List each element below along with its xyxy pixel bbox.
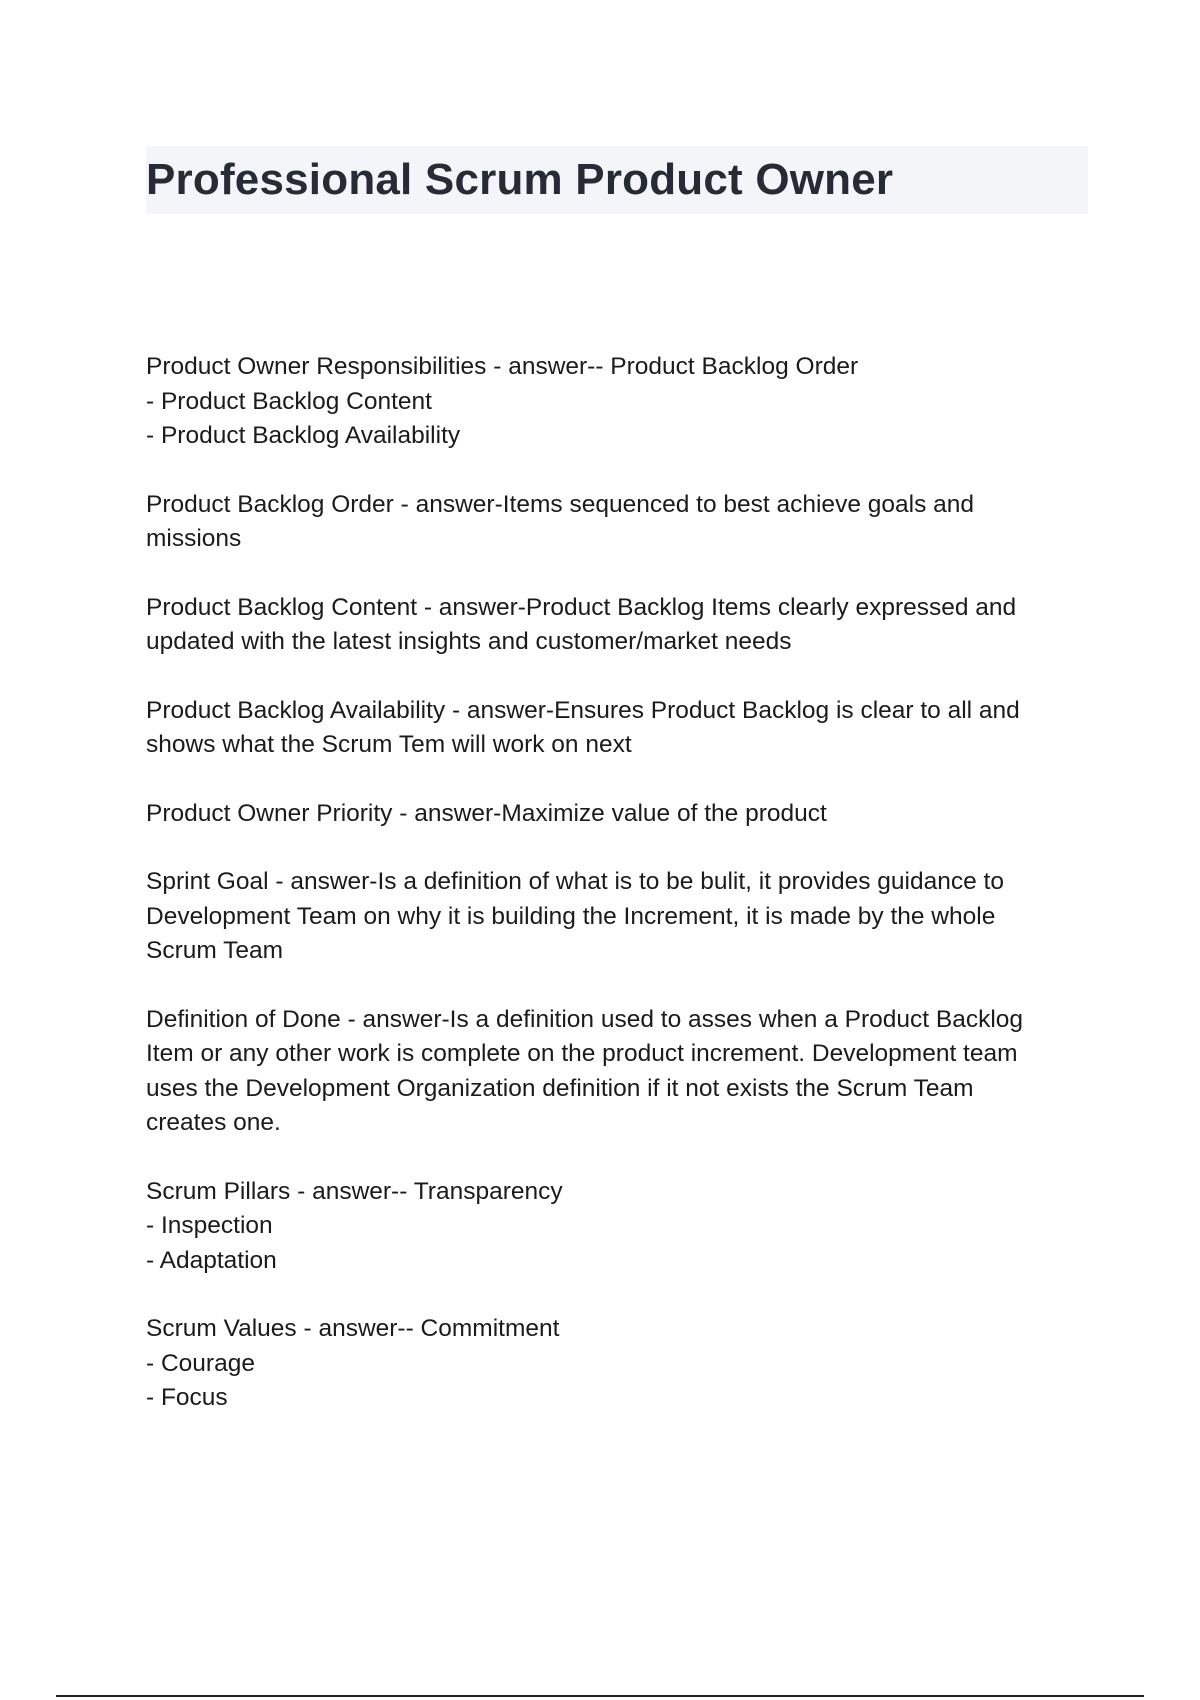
entry-line: - Courage xyxy=(146,1349,255,1377)
qa-entry-backlog-availability xyxy=(146,694,1096,763)
entry-line: Product Backlog Order - answer-Items sequenced to best achieve goals and xyxy=(146,490,974,518)
entry-line: Scrum Pillars - answer-- Transparency xyxy=(146,1177,563,1205)
qa-entry-scrum-values xyxy=(146,1312,1096,1416)
entry-line: - Adaptation xyxy=(146,1246,277,1274)
entry-line: Product Backlog Content - answer-Product Backlog Items clearly expressed and xyxy=(146,593,1017,621)
page-title: Professional Scrum Product Owner xyxy=(146,155,894,204)
qa-entry-sprint-goal xyxy=(146,865,1096,969)
qa-entry-definition-of-done xyxy=(146,1003,1096,1141)
entry-line: missions xyxy=(146,525,242,552)
entry-line: - Inspection xyxy=(146,1212,273,1239)
entry-line: Product Owner Priority - answer-Maximize value of the product xyxy=(146,799,827,827)
entry-line: - Product Backlog Content xyxy=(146,387,432,415)
entry-line: Product Owner Responsibilities - answer-- Product Backlog Order xyxy=(146,353,859,380)
entry-line: Product Backlog Availability - answer-Ensures Product Backlog is clear to all and xyxy=(146,696,1020,724)
entry-line: uses the Development Organization definition if it not exists the Scrum Team xyxy=(146,1074,974,1102)
entry-line: updated with the latest insights and customer/market needs xyxy=(146,628,792,655)
entry-line: shows what the Scrum Tem will work on next xyxy=(146,731,632,758)
entry-line: - Focus xyxy=(146,1384,228,1411)
qa-entry-scrum-pillars xyxy=(146,1175,1096,1279)
entry-line: - Product Backlog Availability xyxy=(146,422,461,449)
qa-entry-backlog-content xyxy=(146,591,1096,660)
title-band xyxy=(146,146,1088,214)
entry-line: creates one. xyxy=(146,1109,281,1136)
entry-line: Development Team on why it is building the Increment, it is made by the whole xyxy=(146,902,996,930)
entry-line: Item or any other work is complete on the product increment. Development team xyxy=(146,1040,1018,1067)
footer-divider xyxy=(56,1695,1144,1697)
qa-list xyxy=(146,350,1096,1450)
entry-line: Scrum Team xyxy=(146,937,284,964)
entry-line: Scrum Values - answer-- Commitment xyxy=(146,1315,560,1342)
entry-line: Definition of Done - answer-Is a definition used to asses when a Product Backlog xyxy=(146,1005,1024,1033)
entry-line: Sprint Goal - answer-Is a definition of what is to be bulit, it provides guidance to xyxy=(146,868,1004,895)
qa-entry-po-priority xyxy=(146,797,1096,832)
qa-entry-po-responsibilities xyxy=(146,350,1096,454)
qa-entry-backlog-order xyxy=(146,488,1096,557)
